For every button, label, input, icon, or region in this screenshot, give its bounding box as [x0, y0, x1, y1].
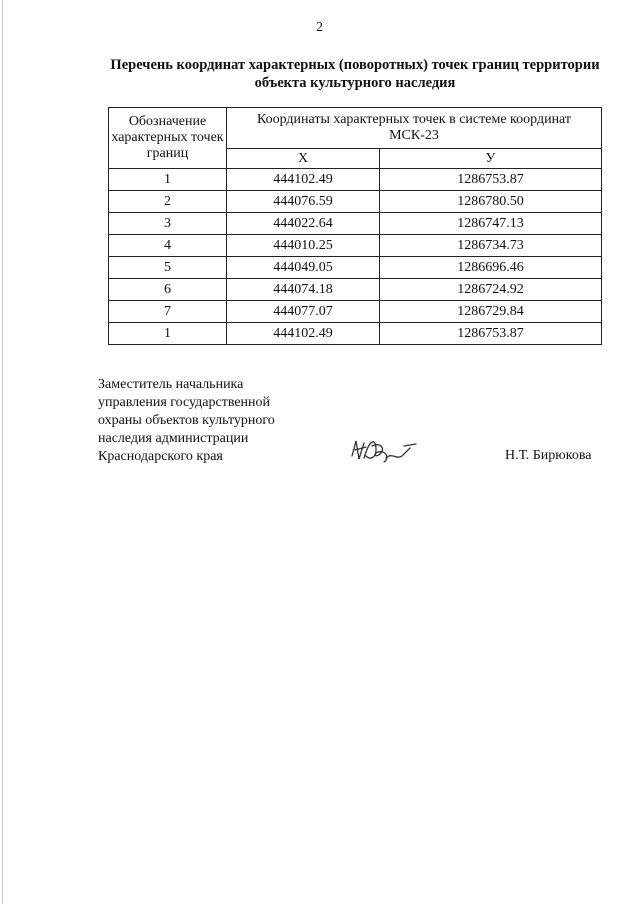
signatory-position: [98, 376, 338, 466]
position-line-5: Краснодарского края: [98, 449, 223, 464]
table-row: [109, 257, 602, 279]
point-cell: 1: [109, 169, 227, 191]
y-coordinate-cell: 1286734.73: [380, 235, 602, 257]
table-row: [109, 323, 602, 345]
position-line-2: управления государственной: [98, 395, 271, 410]
table-row: [109, 301, 602, 323]
header-x: Х: [227, 149, 380, 169]
table-row: [109, 191, 602, 213]
position-line-1: Заместитель начальника: [98, 377, 244, 392]
x-coordinate-cell: 444049.05: [227, 257, 380, 279]
y-coordinate-cell: 1286753.87: [380, 169, 602, 191]
title-line-2: объекта культурного наследия: [254, 75, 456, 91]
page-number: 2: [316, 20, 323, 35]
point-cell: 2: [109, 191, 227, 213]
x-coordinate-cell: 444010.25: [227, 235, 380, 257]
x-coordinate-cell: 444102.49: [227, 169, 380, 191]
y-coordinate-cell: 1286729.84: [380, 301, 602, 323]
header-coordinates-system: Координаты характерных точек в системе координат МСК-23: [227, 108, 602, 149]
header-point-designation: Обозначение характерных точек границ: [109, 108, 227, 169]
y-coordinate-cell: 1286780.50: [380, 191, 602, 213]
x-coordinate-cell: 444102.49: [227, 323, 380, 345]
handwritten-signature: [346, 432, 424, 472]
x-coordinate-cell: 444076.59: [227, 191, 380, 213]
position-line-3: охраны объектов культурного: [98, 413, 275, 428]
title-line-1: Перечень координат характерных (поворотных) точек границ территории: [110, 57, 600, 73]
point-cell: 5: [109, 257, 227, 279]
y-coordinate-cell: 1286724.92: [380, 279, 602, 301]
x-coordinate-cell: 444022.64: [227, 213, 380, 235]
table-row: [109, 235, 602, 257]
header-y: У: [380, 149, 602, 169]
point-cell: 4: [109, 235, 227, 257]
x-coordinate-cell: 444077.07: [227, 301, 380, 323]
x-coordinate-cell: 444074.18: [227, 279, 380, 301]
point-cell: 3: [109, 213, 227, 235]
table-header-row: [109, 108, 602, 149]
point-cell: 6: [109, 279, 227, 301]
y-coordinate-cell: 1286753.87: [380, 323, 602, 345]
document-title: [90, 56, 620, 92]
table-row: [109, 169, 602, 191]
table-row: [109, 279, 602, 301]
y-coordinate-cell: 1286747.13: [380, 213, 602, 235]
page-edge-line: [2, 0, 3, 904]
y-coordinate-cell: 1286696.46: [380, 257, 602, 279]
signatory-name: Н.Т. Бирюкова: [505, 448, 592, 463]
table-row: [109, 213, 602, 235]
coordinates-table: [108, 107, 602, 345]
position-line-4: наследия администрации: [98, 431, 249, 446]
point-cell: 1: [109, 323, 227, 345]
point-cell: 7: [109, 301, 227, 323]
